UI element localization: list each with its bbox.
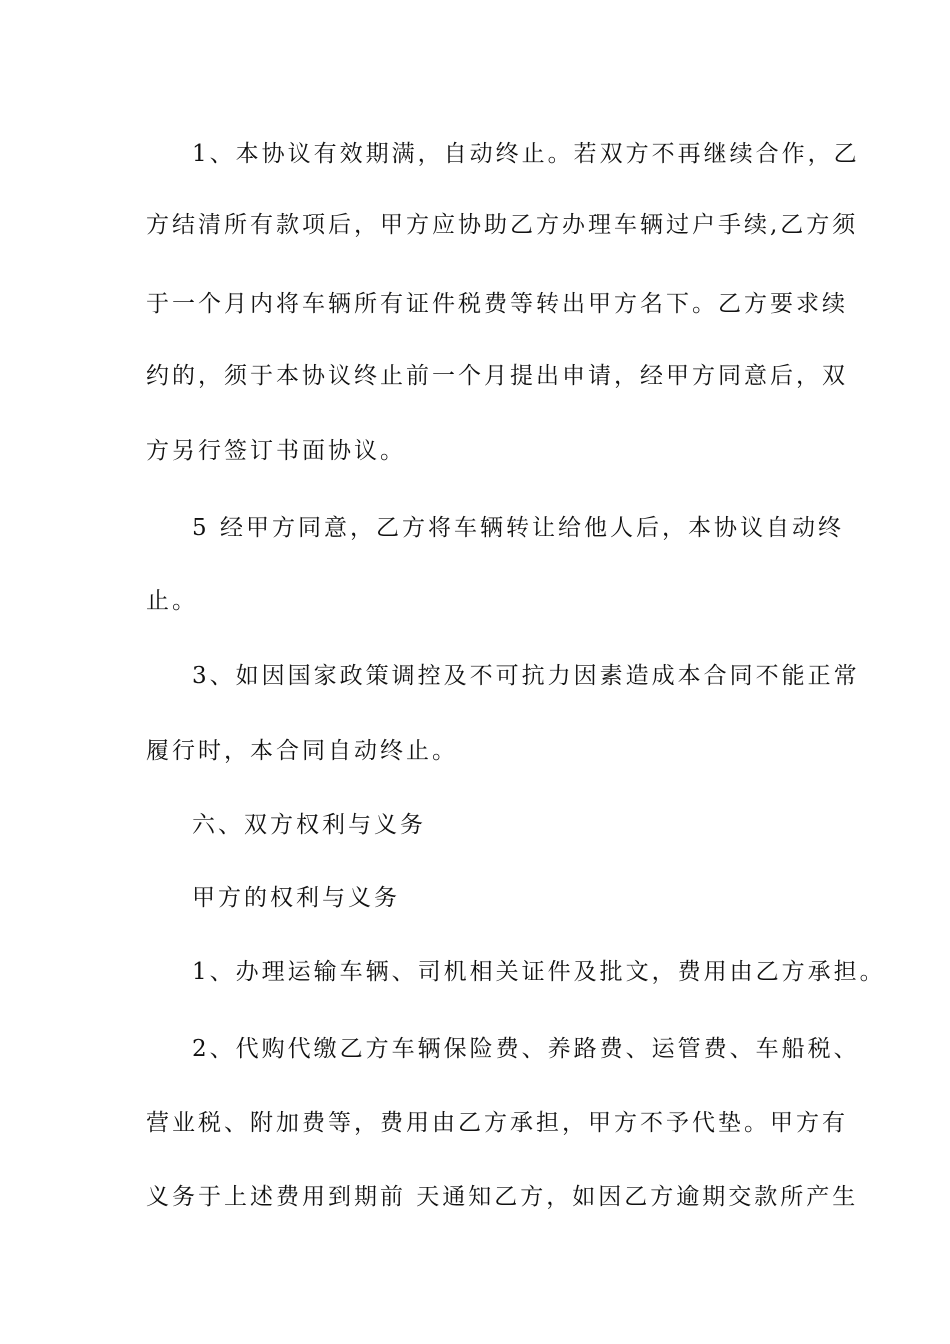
- clause-1-line-3: 于一个月内将车辆所有证件税费等转出甲方名下。乙方要求续: [146, 291, 848, 317]
- clause-1-line-5: 方另行签订书面协议。: [146, 438, 406, 464]
- duty-2-line-1: 2、代购代缴乙方车辆保险费、养路费、运管费、车船税、: [192, 1036, 860, 1062]
- clause-3-line-2: 履行时，本合同自动终止。: [146, 738, 458, 764]
- section-heading: 六、双方权利与义务: [192, 812, 426, 838]
- subsection-heading: 甲方的权利与义务: [192, 885, 400, 911]
- clause-5-line-2: 止。: [146, 588, 198, 614]
- duty-1-line-1: 1、办理运输车辆、司机相关证件及批文，费用由乙方承担。: [192, 959, 886, 985]
- duty-2-line-3: 义务于上述费用到期前 天通知乙方，如因乙方逾期交款所产生: [146, 1184, 859, 1210]
- clause-1-line-2: 方结清所有款项后，甲方应协助乙方办理车辆过户手续,乙方须: [146, 212, 859, 238]
- duty-2-line-2: 营业税、附加费等，费用由乙方承担，甲方不予代垫。甲方有: [146, 1110, 848, 1136]
- clause-1-line-4: 约的，须于本协议终止前一个月提出申请，经甲方同意后，双: [146, 363, 848, 389]
- clause-1-line-1: 1、本协议有效期满，自动终止。若双方不再继续合作，乙: [192, 141, 860, 167]
- clause-5-line-1: 5 经甲方同意，乙方将车辆转让给他人后，本协议自动终: [192, 515, 844, 541]
- clause-3-line-1: 3、如因国家政策调控及不可抗力因素造成本合同不能正常: [192, 663, 860, 689]
